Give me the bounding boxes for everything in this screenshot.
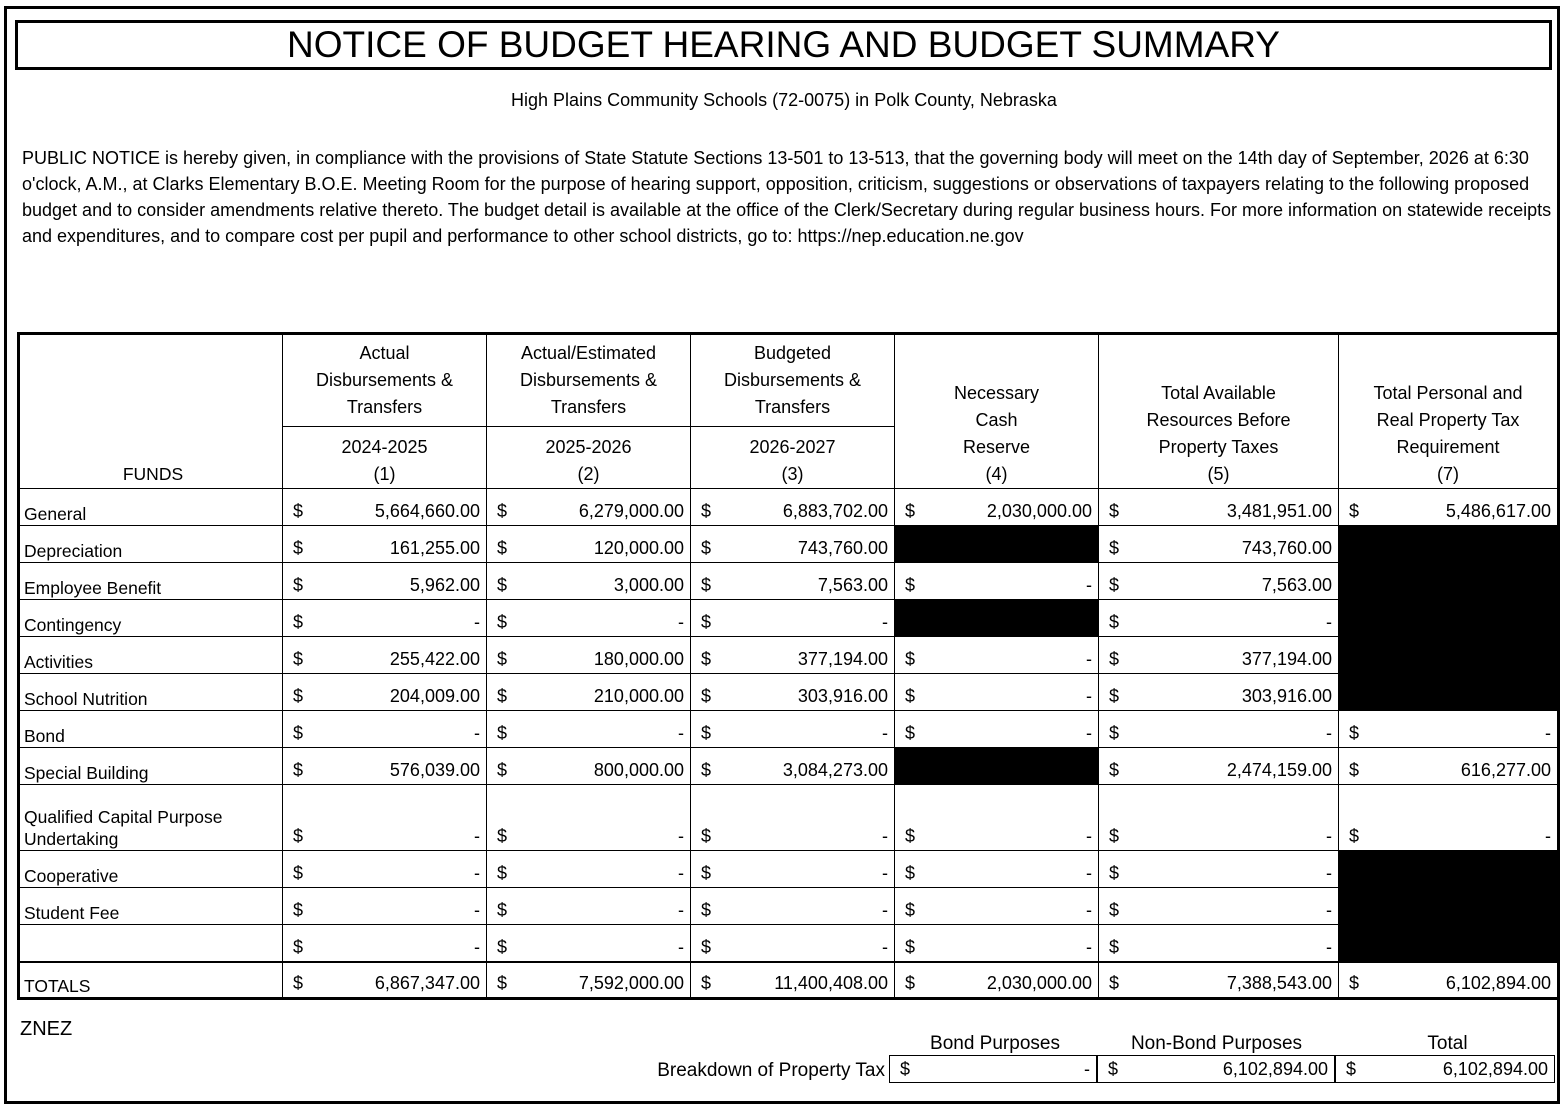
amount-value: - [474,936,480,957]
currency-sign: $ [497,760,508,780]
currency-sign: $ [1108,1059,1119,1079]
fund-name: Cooperative [19,851,283,888]
currency-sign: $ [293,538,304,558]
amount-value: - [882,826,888,846]
col4-number: (4) [985,464,1008,484]
currency-sign: $ [497,900,508,920]
amount-cell [487,888,691,925]
table-row [19,674,1559,711]
amount-cell [895,637,1099,674]
currency-sign: $ [497,575,508,595]
amount-cell [1099,674,1339,711]
currency-sign: $ [701,826,712,846]
amount-value: - [678,723,684,743]
fund-name: Contingency [19,600,283,637]
amount-cell [691,785,895,851]
nonbond-purposes-header: Non-Bond Purposes [1130,1033,1303,1054]
amount-cell [487,925,691,962]
currency-sign: $ [293,936,304,957]
currency-sign: $ [701,863,712,883]
amount-value: 743,760.00 [797,538,888,558]
amount-cell [895,962,1099,999]
amount-value: 3,084,273.00 [782,760,888,780]
amount-cell [487,600,691,637]
amount-value: - [882,900,888,920]
amount-value: 5,962.00 [409,575,480,595]
currency-sign: $ [1109,973,1120,993]
amount-value: 3,000.00 [613,575,684,595]
amount-cell [1099,962,1339,999]
currency-sign: $ [1109,612,1120,632]
currency-sign: $ [1109,686,1120,706]
amount-value: 7,592,000.00 [578,973,684,993]
amount-value: 11,400,408.00 [774,973,888,993]
currency-sign: $ [293,973,304,993]
amount-value: 204,009.00 [389,686,480,706]
amount-value: - [1086,649,1092,669]
amount-value: 800,000.00 [593,760,684,780]
amount-value: - [1086,723,1092,743]
currency-sign: $ [905,973,916,993]
currency-sign: $ [701,686,712,706]
amount-value: 3,481,951.00 [1226,501,1332,521]
amount-value: - [678,826,684,846]
currency-sign: $ [497,973,508,993]
amount-value: - [474,612,480,632]
amount-value: - [1326,723,1332,743]
amount-value: - [882,612,888,632]
col1-year: 2024-2025 (1) [283,427,487,489]
amount-cell [691,563,895,600]
amount-cell [691,526,895,563]
currency-sign: $ [1109,863,1120,883]
amount-cell [1099,711,1339,748]
redacted-cell [1339,851,1559,888]
col7-title: Total Personal and Real Property Tax Requirement [1373,383,1523,457]
amount-value: - [1326,863,1332,883]
total-value: 6,102,894.00 [1442,1059,1548,1079]
col7-number: (7) [1437,464,1459,484]
amount-cell [691,962,895,999]
table-row [19,637,1559,674]
amount-cell [487,851,691,888]
amount-cell [895,711,1099,748]
totals-row [19,962,1559,999]
amount-value: 180,000.00 [593,649,684,669]
amount-cell [1099,748,1339,785]
total-header: Total [1427,1033,1468,1054]
currency-sign: $ [905,649,916,669]
amount-cell [895,785,1099,851]
currency-sign: $ [293,900,304,920]
fund-name: Bond [19,711,283,748]
currency-sign: $ [701,723,712,743]
col5-title: Total Available Resources Before Property Taxes [1146,383,1291,457]
table-row [19,489,1559,526]
currency-sign: $ [497,538,508,558]
redacted-cell [1339,925,1559,962]
amount-cell [283,711,487,748]
currency-sign: $ [905,936,916,957]
amount-value: 5,664,660.00 [374,501,480,521]
district-subtitle: High Plains Community Schools (72-0075) in Polk County, Nebraska [511,90,1057,110]
currency-sign: $ [701,649,712,669]
total-value-cell [1335,1055,1555,1083]
amount-cell [283,526,487,563]
redacted-cell [895,748,1099,785]
amount-cell [691,711,895,748]
footer-code: ZNEZ [20,1018,73,1040]
currency-sign: $ [497,826,508,846]
redacted-cell [1339,888,1559,925]
amount-value: - [678,900,684,920]
amount-value: 6,279,000.00 [578,501,684,521]
col2-header: Actual/Estimated Disbursements & Transfers [487,334,691,427]
currency-sign: $ [293,612,304,632]
amount-value: 377,194.00 [1241,649,1332,669]
currency-sign: $ [701,501,712,521]
amount-value: 6,102,894.00 [1445,973,1551,993]
amount-cell [1099,785,1339,851]
amount-value: 377,194.00 [797,649,888,669]
amount-cell [283,600,487,637]
amount-value: - [474,826,480,846]
amount-value: - [882,723,888,743]
amount-cell [283,962,487,999]
amount-cell [1339,489,1559,526]
amount-value: - [474,723,480,743]
col3-header: Budgeted Disbursements & Transfers [691,334,895,427]
amount-value: 7,563.00 [817,575,888,595]
col5-number: (5) [1207,464,1230,484]
col2-year: 2025-2026 (2) [487,427,691,489]
amount-cell [691,637,895,674]
redacted-cell [895,600,1099,637]
amount-value: 2,474,159.00 [1226,760,1332,780]
amount-cell [691,925,895,962]
currency-sign: $ [1109,936,1120,957]
amount-value: - [678,612,684,632]
budget-summary-table [17,332,1560,1000]
amount-value: - [1086,863,1092,883]
currency-sign: $ [1109,723,1120,743]
currency-sign: $ [1349,760,1360,780]
amount-value: 120,000.00 [593,538,684,558]
redacted-cell [1339,563,1559,600]
currency-sign: $ [701,760,712,780]
bond-purposes-header: Bond Purposes [930,1033,1060,1054]
fund-name: TOTALS [19,962,283,999]
amount-value: 7,563.00 [1261,575,1332,595]
amount-cell [283,489,487,526]
amount-cell [487,526,691,563]
amount-value: - [1545,826,1551,846]
amount-value: 6,883,702.00 [782,501,888,521]
amount-value: - [1326,936,1332,957]
currency-sign: $ [293,575,304,595]
amount-value: - [1326,826,1332,846]
col1-header: Actual Disbursements & Transfers [283,334,487,427]
currency-sign: $ [701,973,712,993]
col7-header [1339,334,1559,489]
amount-cell [691,748,895,785]
currency-sign: $ [1349,723,1360,743]
amount-cell [1099,526,1339,563]
amount-cell [487,489,691,526]
amount-cell [691,674,895,711]
amount-cell [283,674,487,711]
fund-name: Student Fee [19,888,283,925]
currency-sign: $ [497,863,508,883]
fund-name: Depreciation [19,526,283,563]
amount-value: - [1086,826,1092,846]
amount-cell [487,674,691,711]
table-row [19,526,1559,563]
amount-cell [487,563,691,600]
currency-sign: $ [497,612,508,632]
currency-sign: $ [905,575,916,595]
funds-header: FUNDS [19,334,283,489]
amount-value: - [1326,900,1332,920]
currency-sign: $ [1349,826,1360,846]
bond-value-cell [889,1055,1097,1083]
currency-sign: $ [293,760,304,780]
amount-cell [1099,600,1339,637]
amount-value: 743,760.00 [1241,538,1332,558]
breakdown-label: Breakdown of Property Tax [657,1060,885,1081]
amount-value: 2,030,000.00 [986,501,1092,521]
amount-cell [1099,851,1339,888]
fund-name: School Nutrition [19,674,283,711]
amount-cell [1099,888,1339,925]
amount-cell [691,600,895,637]
amount-value: 161,255.00 [389,538,480,558]
table-row [19,888,1559,925]
amount-cell [1099,563,1339,600]
currency-sign: $ [701,538,712,558]
amount-cell [691,851,895,888]
amount-cell [1099,925,1339,962]
currency-sign: $ [1346,1059,1357,1079]
fund-name: Special Building [19,748,283,785]
amount-value: 7,388,543.00 [1226,973,1332,993]
currency-sign: $ [1109,575,1120,595]
currency-sign: $ [701,575,712,595]
redacted-cell [1339,600,1559,637]
budget-rows [19,489,1559,999]
amount-value: 2,030,000.00 [986,973,1092,993]
amount-cell [895,925,1099,962]
currency-sign: $ [905,900,916,920]
amount-cell [691,888,895,925]
currency-sign: $ [497,649,508,669]
currency-sign: $ [497,501,508,521]
currency-sign: $ [905,501,916,521]
redacted-cell [1339,526,1559,563]
amount-value: - [1086,686,1092,706]
amount-cell [283,888,487,925]
table-row [19,925,1559,962]
table-row [19,785,1559,851]
table-row [19,748,1559,785]
fund-name: Qualified Capital Purpose Undertaking [19,785,283,851]
fund-name: Activities [19,637,283,674]
currency-sign: $ [1109,826,1120,846]
amount-value: - [882,863,888,883]
currency-sign: $ [905,723,916,743]
redacted-cell [1339,674,1559,711]
currency-sign: $ [701,936,712,957]
amount-cell [895,489,1099,526]
amount-cell [1099,637,1339,674]
amount-cell [487,748,691,785]
amount-value: - [1086,575,1092,595]
amount-cell [895,674,1099,711]
currency-sign: $ [900,1059,911,1079]
amount-cell [1099,489,1339,526]
currency-sign: $ [497,936,508,957]
table-row [19,563,1559,600]
amount-cell [895,888,1099,925]
currency-sign: $ [1349,973,1360,993]
col3-year: 2026-2027 (3) [691,427,895,489]
currency-sign: $ [1109,760,1120,780]
fund-name: Employee Benefit [19,563,283,600]
amount-cell [1339,785,1559,851]
amount-cell [895,563,1099,600]
currency-sign: $ [293,723,304,743]
nonbond-value-cell [1097,1055,1335,1083]
amount-cell [487,785,691,851]
table-row [19,600,1559,637]
amount-cell [283,748,487,785]
currency-sign: $ [293,501,304,521]
page-title: NOTICE OF BUDGET HEARING AND BUDGET SUMMARY [15,20,1552,70]
amount-cell [487,711,691,748]
currency-sign: $ [293,826,304,846]
col4-header [895,334,1099,489]
currency-sign: $ [1349,501,1360,521]
currency-sign: $ [497,723,508,743]
currency-sign: $ [293,863,304,883]
currency-sign: $ [701,900,712,920]
amount-value: 303,916.00 [1241,686,1332,706]
table-row [19,851,1559,888]
currency-sign: $ [1109,649,1120,669]
currency-sign: $ [1109,501,1120,521]
currency-sign: $ [1109,538,1120,558]
amount-value: - [474,863,480,883]
amount-cell [691,489,895,526]
amount-value: - [1086,900,1092,920]
currency-sign: $ [905,826,916,846]
currency-sign: $ [497,686,508,706]
amount-cell [895,851,1099,888]
amount-cell [1339,748,1559,785]
amount-cell [283,563,487,600]
currency-sign: $ [905,863,916,883]
currency-sign: $ [293,649,304,669]
amount-value: 255,422.00 [389,649,480,669]
amount-value: - [1545,723,1551,743]
currency-sign: $ [293,686,304,706]
amount-value: 303,916.00 [797,686,888,706]
amount-value: 616,277.00 [1460,760,1551,780]
col4-title: Necessary Cash Reserve [953,383,1040,457]
amount-cell [283,785,487,851]
amount-value: 576,039.00 [389,760,480,780]
amount-cell [1339,711,1559,748]
amount-cell [283,925,487,962]
currency-sign: $ [905,686,916,706]
amount-cell [283,637,487,674]
amount-cell [1339,962,1559,999]
fund-name: General [19,489,283,526]
amount-value: - [1086,936,1092,957]
redacted-cell [895,526,1099,563]
amount-value: 210,000.00 [593,686,684,706]
amount-value: 6,867,347.00 [374,973,480,993]
nonbond-value: 6,102,894.00 [1222,1059,1328,1079]
amount-value: 5,486,617.00 [1445,501,1551,521]
amount-cell [283,851,487,888]
fund-name [19,925,283,962]
amount-value: - [474,900,480,920]
amount-value: - [1326,612,1332,632]
amount-value: - [882,936,888,957]
amount-value: - [678,936,684,957]
public-notice-text: PUBLIC NOTICE is hereby given, in compliance with the provisions of State Statute Sections 13-501 to 13-513, that the governing body will meet on the 14th day of September, 2026 at 6:30 o'clock, A.M., at Clarks Elementary B.O.E. Meeting Room for the purpose of hearing support, opposition, criticism, suggestions or observations of taxpayers relating to the following proposed budget and to consider amendments relative thereto. The budget detail is available at the office of the Clerk/Secretary during regular business hours. For more information on statewide receipts and expenditures, and to compare cost per pupil and performance to other school districts, go to: https://nep.education.ne.gov [22,148,1552,246]
table-row [19,711,1559,748]
col5-header [1099,334,1339,489]
amount-value: - [678,863,684,883]
amount-cell [487,962,691,999]
currency-sign: $ [701,612,712,632]
amount-cell [487,637,691,674]
redacted-cell [1339,637,1559,674]
currency-sign: $ [1109,900,1120,920]
bond-value: - [1084,1059,1090,1079]
